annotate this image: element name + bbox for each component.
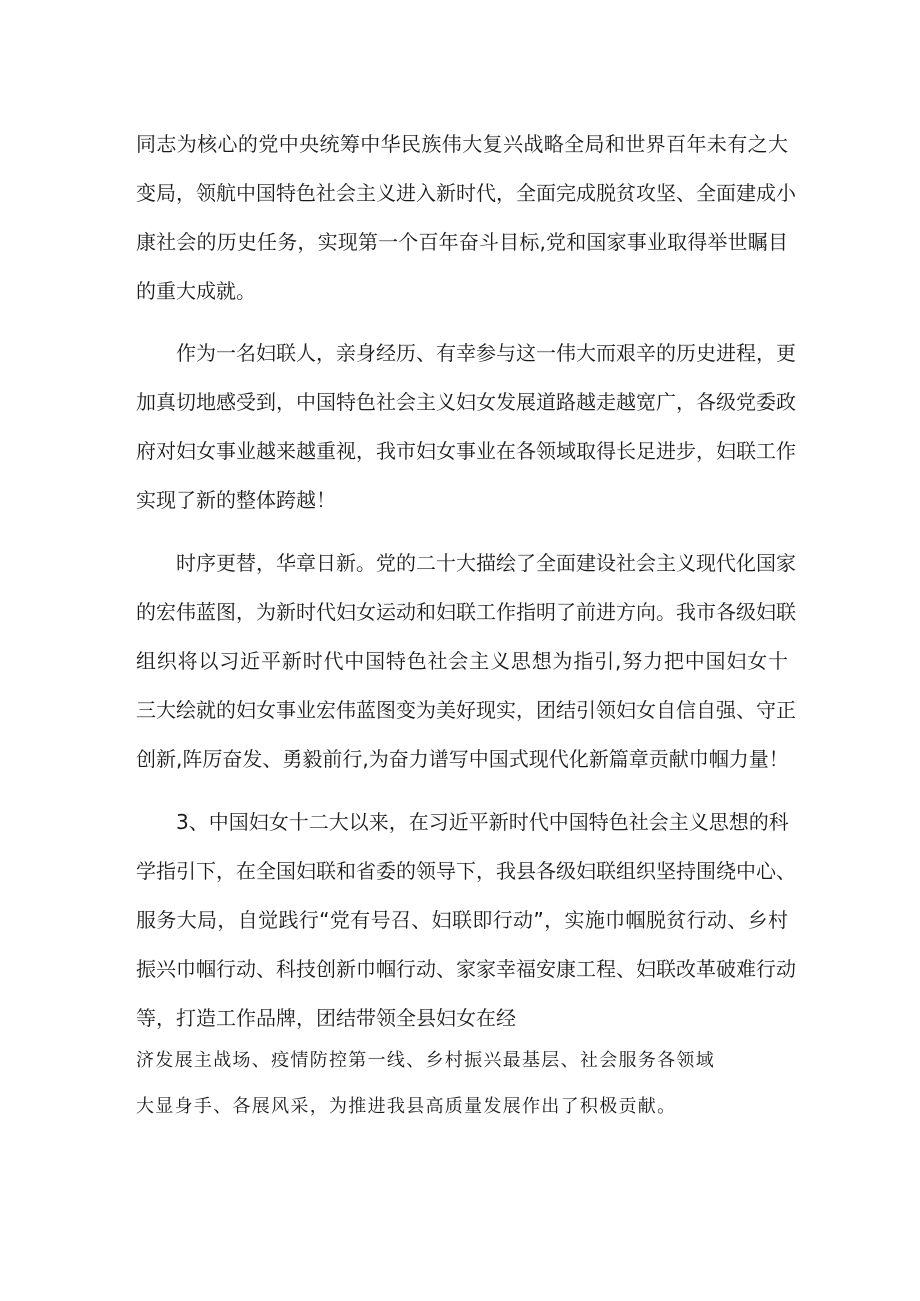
paragraph-4-line-5: 等，打造工作品牌，团结带领全县妇女在经 [136, 1006, 516, 1030]
paragraph-4-line-3: 服务大局，自觉践行“党有号召、妇联即行动”，实施巾帼脱贫行动、乡村 [136, 908, 788, 932]
paragraph-1-line-3: 康社会的历史任务，实现第一个百年奋斗目标,党和国家事业取得举世瞩目 [136, 230, 788, 254]
paragraph-1-line-2: 变局，领航中国特色社会主义进入新时代，全面完成脱贫攻坚、全面建成小 [136, 181, 796, 205]
paragraph-3-line-5: 创新,阵厉奋发、勇毅前行,为奋力谱写中国式现代化新篇章贡献巾帼力量！ [136, 747, 789, 771]
paragraph-3-line-2: 的宏伟蓝图，为新时代妇女运动和妇联工作指明了前进方向。我市各级妇联 [136, 600, 796, 624]
paragraph-3-line-4: 三大绘就的妇女事业宏伟蓝图变为美好现实，团结引领妇女自信自强、守正 [136, 698, 796, 722]
paragraph-4-line-2: 学指引下，在全国妇联和省委的领导下，我县各级妇联组织坚持围绕中心、 [136, 859, 796, 883]
paragraph-2-line-2: 加真切地感受到，中国特色社会主义妇女发展道路越走越宽广，各级党委政 [136, 390, 796, 414]
paragraph-1-line-1: 同志为核心的党中央统筹中华民族伟大复兴战略全局和世界百年未有之大 [136, 132, 788, 156]
paragraph-2-line-1: 作为一名妇联人，亲身经历、有幸参与这一伟大而艰辛的历史进程，更 [176, 341, 796, 365]
paragraph-4-line-1: 3、中国妇女十二大以来，在习近平新时代中国特色社会主义思想的科 [176, 810, 789, 834]
paragraph-4-line-4: 振兴巾帼行动、科技创新巾帼行动、家家幸福安康工程、妇联改革破难行动 [136, 957, 796, 981]
paragraph-4-line-6: 济发展主战场、疫情防控第一线、乡村振兴最基层、社会服务各领域 [136, 1050, 715, 1071]
paragraph-2-line-4: 实现了新的整体跨越！ [136, 488, 336, 512]
paragraph-2-line-3: 府对妇女事业越来越重视，我市妇女事业在各领域取得长足进步，妇联工作 [136, 439, 796, 463]
paragraph-3-line-3: 组织将以习近平新时代中国特色社会主义思想为指引,努力把中国妇女十 [136, 649, 788, 673]
paragraph-1-line-4: 的重大成就。 [136, 279, 256, 303]
paragraph-3-line-1: 时序更替，华章日新。党的二十大描绘了全面建设社会主义现代化国家 [176, 551, 796, 575]
paragraph-4-line-7: 大显身手、各展风采，为推进我县高质量发展作出了积极贡献。 [136, 1096, 677, 1117]
